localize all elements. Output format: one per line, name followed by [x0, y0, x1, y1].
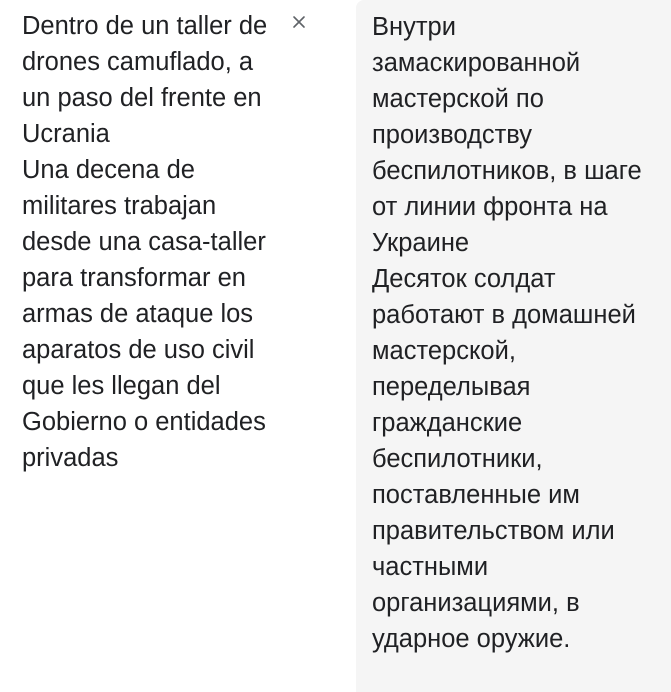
translation-body: Десяток солдат работают в домашней мастерской, переделывая гражданские беспилотники, поставленные им правительством или частными организациями, в ударное оружие. — [372, 265, 636, 653]
translation-text — [372, 9, 668, 657]
close-icon — [292, 15, 306, 29]
source-text-area[interactable] — [22, 8, 284, 476]
source-body: Una decena de militares trabajan desde una casa-taller para transformar en armas de ataque los aparatos de uso civil que les llegan del Gobierno o entidades privadas — [22, 156, 266, 472]
translation-panel — [356, 0, 671, 692]
translation-title: Внутри замаскированной мастерской по производству беспилотников, в шаге от линии фронта на Украине — [372, 13, 642, 257]
clear-source-button[interactable] — [287, 10, 311, 34]
source-title: Dentro de un taller de drones camuflado, a un paso del frente en Ucrania — [22, 12, 268, 148]
